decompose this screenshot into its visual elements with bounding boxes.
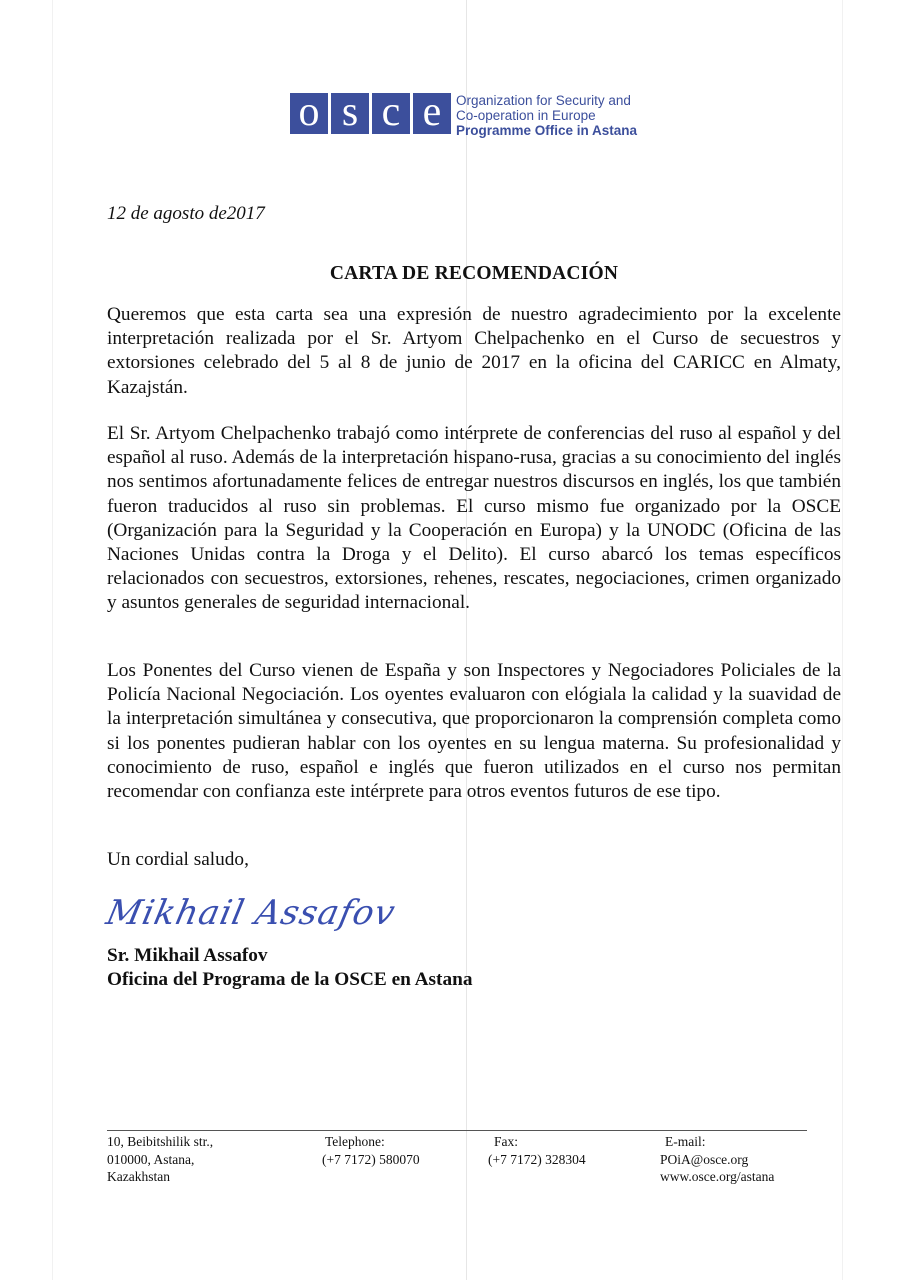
letter-title: CARTA DE RECOMENDACIÓN	[329, 263, 619, 284]
osce-logo	[290, 93, 637, 138]
logo-letter-s: s	[331, 93, 369, 134]
footer-fax	[488, 1133, 586, 1168]
email-address: POiA@osce.org	[660, 1151, 749, 1167]
telephone-label: Telephone:	[325, 1134, 385, 1149]
logo-organization-name	[456, 93, 637, 138]
footer-address	[107, 1133, 213, 1186]
body-paragraph-3: Los Ponentes del Curso vienen de España y son Inspectores y Negociadores Policiales de la Policía Nacional Negociación. Los oyentes evaluaron con elógiala la calidad y la suavidad de la interpretación simultánea y consecutiva, que proporcionaron la comprensión completa como si los ponentes pudieran hablar con los oyentes en su lengua materna. Su profesionalidad y conocimiento de ruso, español e inglés que fueron utilizados en el curso nos permitan recomendar con confianza este intérprete para otros eventos futuros de ese tipo.	[107, 660, 841, 803]
signatory-office: Oficina del Programa de la OSCE en Astana	[107, 969, 473, 990]
address-line-2: 010000, Astana,	[107, 1151, 195, 1167]
logo-letter-o: o	[290, 93, 328, 134]
body-paragraph-2: El Sr. Artyom Chelpachenko trabajó como intérprete de conferencias del ruso al español y del español al ruso. Además de la interpretación hispano-rusa, gracias a su conocimiento del inglés nos sentimos afortunadamente felices de entregar nuestros discursos en inglés, los que también fueron traducidos al ruso sin problemas. El curso mismo fue organizado por la OSCE (Organización para la Seguridad y la Cooperación en Europa) y la UNODC (Oficina de las Naciones Unidas contra la Droga y el Delito). El curso abarcó los temas específicos relacionados con secuestros, extorsiones, rehenes, rescates, negociaciones, crimen organizado y asuntos generales de seguridad internacional.	[107, 423, 841, 614]
signatory-name: Sr. Mikhail Assafov	[107, 945, 268, 966]
logo-line-2: Co-operation in Europe	[456, 108, 596, 123]
letter-date: 12 de agosto de2017	[107, 203, 265, 224]
page-edge-left	[52, 0, 53, 1280]
footer-contact	[660, 1133, 774, 1186]
fax-label: Fax:	[494, 1134, 519, 1149]
closing-salutation: Un cordial saludo,	[107, 849, 249, 870]
osce-logo-mark	[290, 93, 451, 134]
website-url: www.osce.org/astana	[660, 1169, 775, 1184]
logo-letter-c: c	[372, 93, 410, 134]
page-edge-right	[842, 0, 843, 1280]
footer-telephone	[322, 1133, 420, 1168]
logo-line-1: Organization for Security and	[456, 93, 631, 108]
scan-fold-line	[466, 0, 467, 1280]
logo-letter-e: e	[413, 93, 451, 134]
email-label: E-mail:	[665, 1134, 706, 1149]
footer-divider	[107, 1130, 807, 1131]
logo-line-3: Programme Office in Astana	[456, 123, 638, 138]
body-paragraph-1: Queremos que esta carta sea una expresión de nuestro agradecimiento por la excelente interpretación realizada por el Sr. Artyom Chelpachenko en el Curso de secuestros y extorsiones celebrado del 5 al 8 de junio de 2017 en la oficina del CARICC en Almaty, Kazajstán.	[107, 304, 841, 398]
address-line-3: Kazakhstan	[107, 1169, 170, 1184]
handwritten-signature	[100, 880, 400, 940]
fax-number: (+7 7172) 328304	[488, 1151, 586, 1167]
telephone-number: (+7 7172) 580070	[322, 1151, 420, 1167]
handwritten-signature-text: Mikhail Assafov	[102, 893, 400, 933]
address-line-1: 10, Beibitshilik str.,	[107, 1134, 214, 1149]
